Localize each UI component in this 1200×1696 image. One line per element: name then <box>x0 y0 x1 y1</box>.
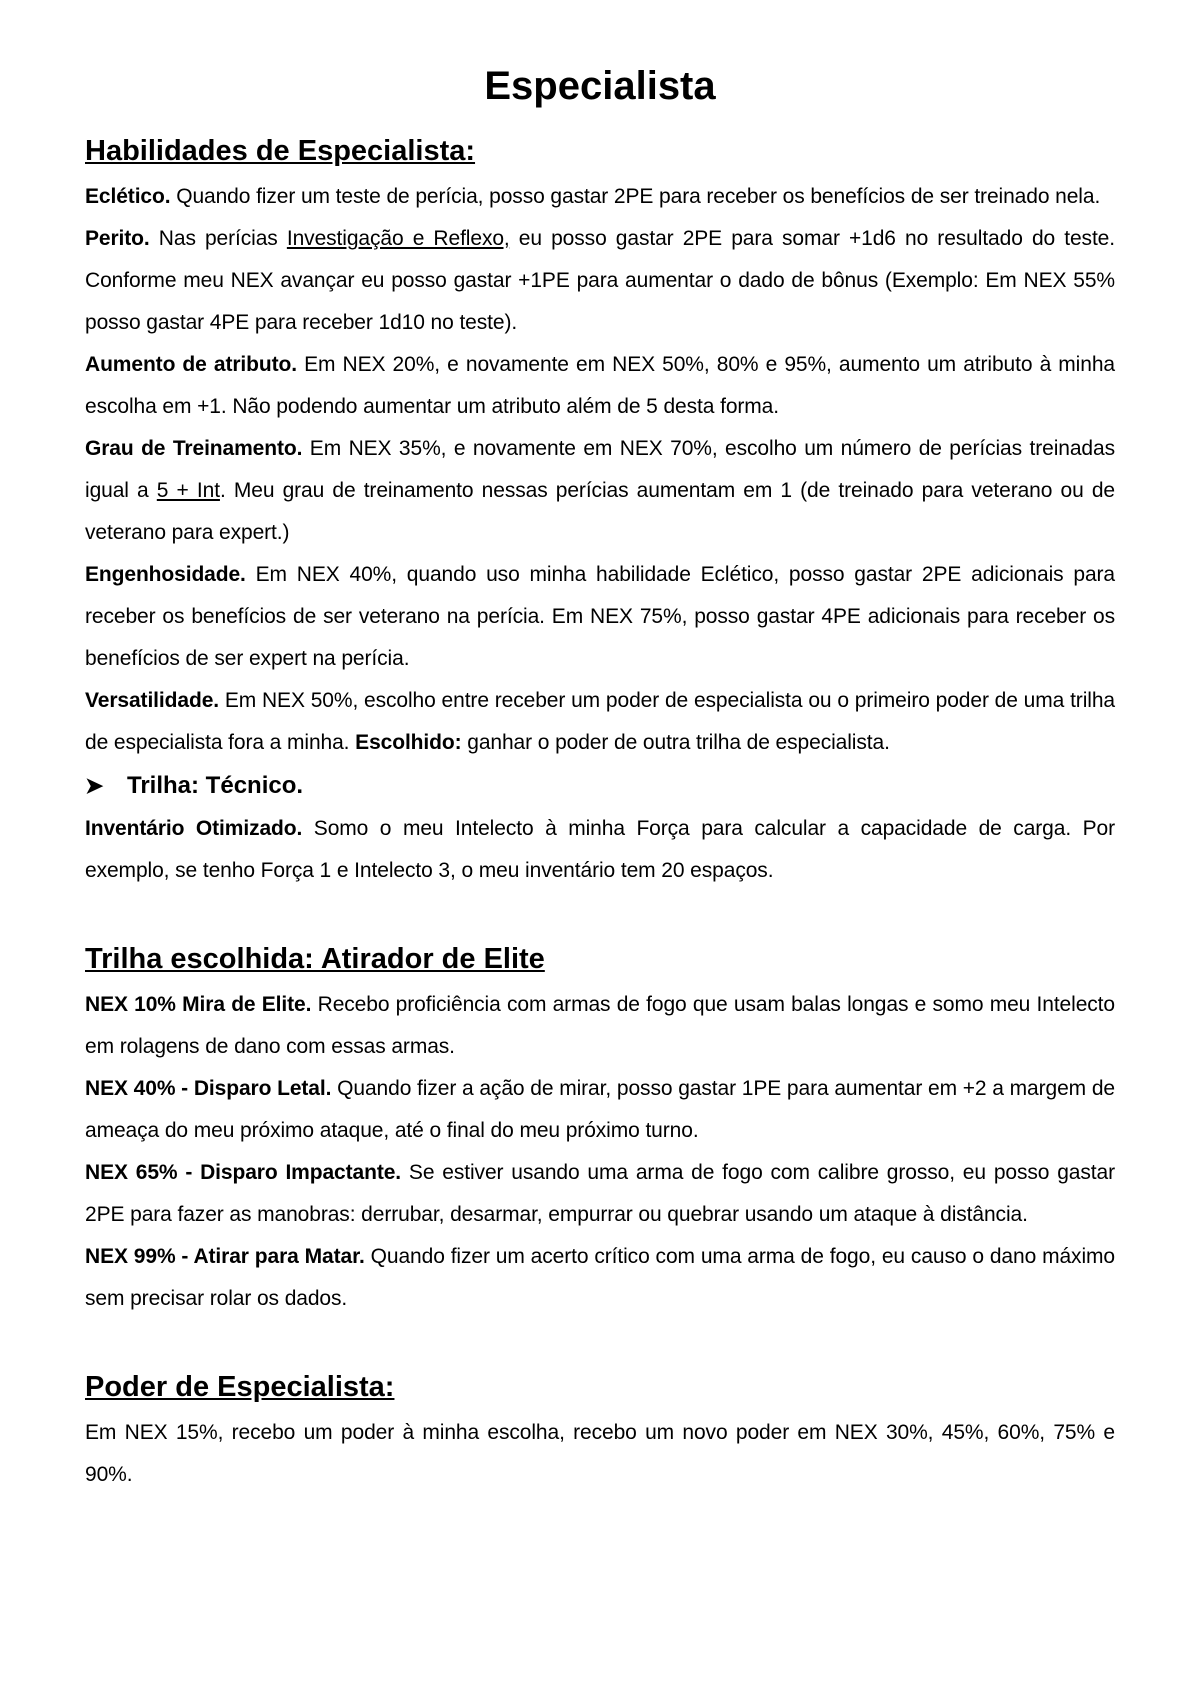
term-disparo-letal: NEX 40% - Disparo Letal. <box>85 1077 332 1100</box>
term-engenhosidade: Engenhosidade. <box>85 563 246 586</box>
paragraph-aumento <box>85 344 1115 428</box>
text-perito-after: eu posso gastar 2PE para somar +1d6 no resultado do teste. Conforme meu NEX avançar eu posso gastar +1PE para aumentar o dado de bônus (Exemplo: Em NEX 55% posso gastar 4PE para receber 1d10 no teste). <box>85 227 1115 334</box>
term-mira-elite: NEX 10% Mira de Elite. <box>85 993 312 1016</box>
term-aumento: Aumento de atributo. <box>85 353 297 376</box>
bullet-trilha-label: Trilha: Técnico. <box>127 772 304 799</box>
page-title: Especialista <box>484 64 716 108</box>
arrowhead-bullet-icon: ➤ <box>85 773 104 798</box>
text-versatilidade: Em NEX 50%, escolho entre receber um poder de especialista ou o primeiro poder de uma trilha de especialista fora a minha. <box>85 689 1115 754</box>
text-aumento: Em NEX 20%, e novamente em NEX 50%, 80% e 95%, aumento um atributo à minha escolha em +1. Não podendo aumentar um atributo além de 5 desta forma. <box>85 353 1115 418</box>
paragraph-atirar-matar <box>85 1236 1115 1320</box>
term-escolhido: Escolhido: <box>355 731 462 754</box>
text-grau-after: . Meu grau de treinamento nessas perícias aumentam em 1 (de treinado para veterano ou de veterano para expert.) <box>85 479 1116 544</box>
paragraph-poder: Em NEX 15%, recebo um poder à minha escolha, recebo um novo poder em NEX 30%, 45%, 60%, 75% e 90%. <box>85 1421 1115 1486</box>
text-perito-before: Nas perícias <box>149 227 287 250</box>
grau-formula: 5 + Int <box>156 479 220 502</box>
paragraph-grau <box>85 428 1115 554</box>
section-heading-habilidades: Habilidades de Especialista: <box>85 135 476 167</box>
paragraph-perito <box>85 218 1115 344</box>
text-ecletico: Quando fizer um teste de perícia, posso gastar 2PE para receber os benefícios de ser treinado nela. <box>170 185 1101 208</box>
text-grau-before: Em NEX 35%, e novamente em NEX 70%, escolho um número de perícias treinadas igual a <box>85 437 1115 502</box>
term-ecletico: Eclético. <box>85 185 171 208</box>
paragraph-disparo-impactante <box>85 1152 1115 1236</box>
text-atirar-matar: Quando fizer um acerto crítico com uma arma de fogo, eu causo o dano máximo sem precisar rolar os dados. <box>85 1245 1115 1310</box>
paragraph-disparo-letal <box>85 1068 1115 1152</box>
term-atirar-matar: NEX 99% - Atirar para Matar. <box>85 1245 365 1268</box>
paragraph-engenhosidade <box>85 554 1115 680</box>
section-heading-poder: Poder de Especialista: <box>85 1371 395 1403</box>
term-versatilidade: Versatilidade. <box>85 689 220 712</box>
text-mira-elite: Recebo proficiência com armas de fogo que usam balas longas e somo meu Intelecto em rolagens de dano com essas armas. <box>85 993 1115 1058</box>
term-inventario: Inventário Otimizado. <box>85 817 303 840</box>
perito-skills: Investigação e Reflexo, <box>286 227 510 250</box>
bullet-trilha-tecnico <box>85 764 1115 808</box>
text-escolhido: ganhar o poder de outra trilha de especialista. <box>461 731 890 754</box>
section-heading-trilha: Trilha escolhida: Atirador de Elite <box>85 943 545 975</box>
term-grau: Grau de Treinamento. <box>85 437 303 460</box>
paragraph-inventario <box>85 808 1115 892</box>
text-engenhosidade: Em NEX 40%, quando uso minha habilidade Eclético, posso gastar 2PE adicionais para receber os benefícios de ser veterano na perícia. Em NEX 75%, posso gastar 4PE adicionais para receber os benefícios de ser expert na perícia. <box>85 563 1115 670</box>
text-disparo-impactante: Se estiver usando uma arma de fogo com calibre grosso, eu posso gastar 2PE para fazer as manobras: derrubar, desarmar, empurrar ou quebrar usando um ataque à distância. <box>85 1161 1115 1226</box>
paragraph-versatilidade <box>85 680 1115 764</box>
paragraph-ecletico <box>85 176 1115 218</box>
paragraph-mira-elite <box>85 984 1115 1068</box>
term-disparo-impactante: NEX 65% - Disparo Impactante. <box>85 1161 402 1184</box>
text-inventario: Somo o meu Intelecto à minha Força para calcular a capacidade de carga. Por exemplo, se tenho Força 1 e Intelecto 3, o meu inventário tem 20 espaços. <box>85 817 1115 882</box>
text-disparo-letal: Quando fizer a ação de mirar, posso gastar 1PE para aumentar em +2 a margem de ameaça do meu próximo ataque, até o final do meu próximo turno. <box>85 1077 1115 1142</box>
term-perito: Perito. <box>85 227 150 250</box>
